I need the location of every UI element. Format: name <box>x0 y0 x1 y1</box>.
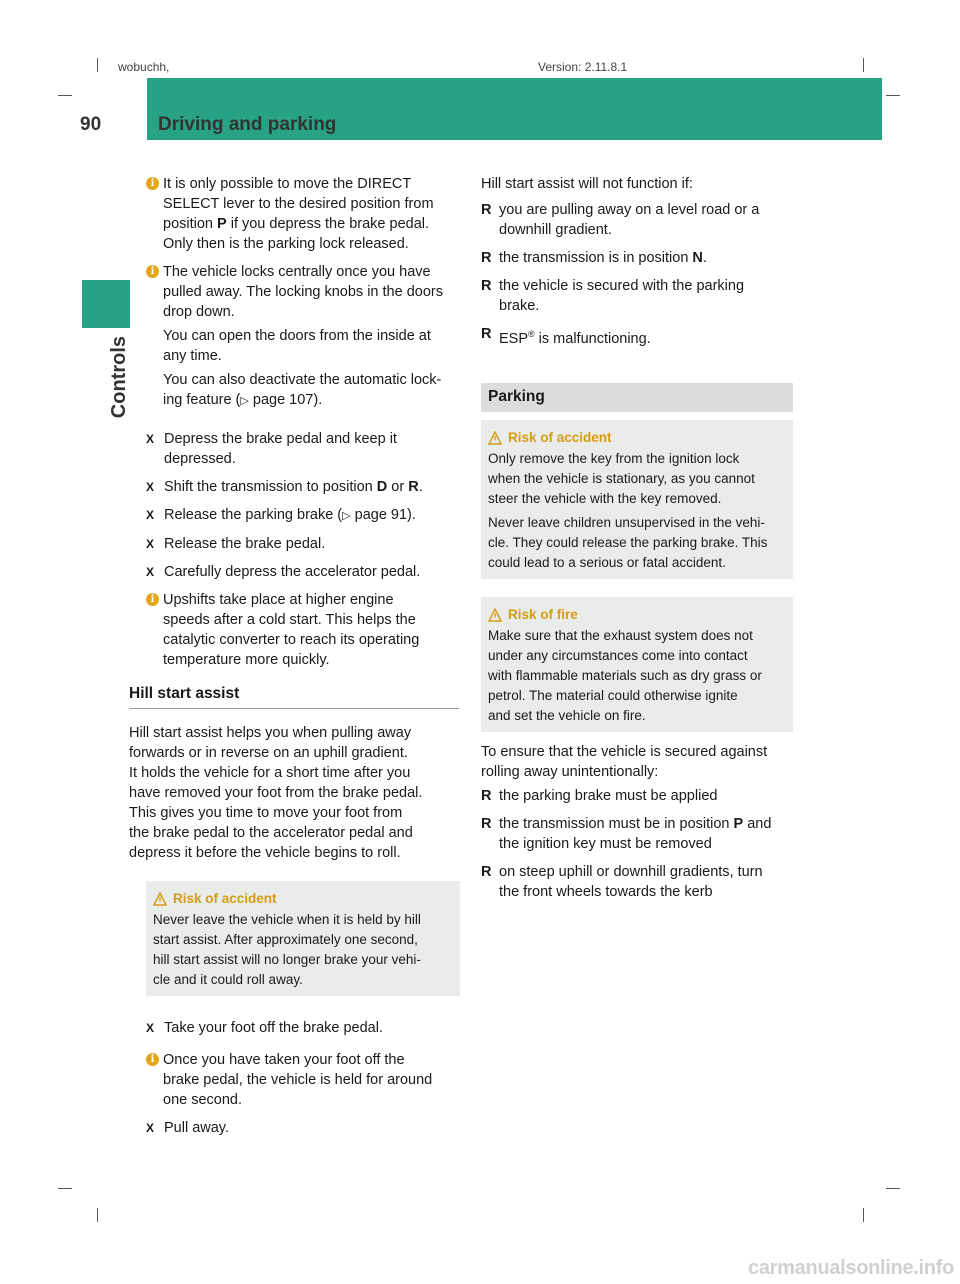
page-header <box>72 78 882 140</box>
step-arrow-icon: X <box>146 1021 155 1035</box>
bullet-icon: R <box>481 815 492 832</box>
info-icon: i <box>146 593 159 606</box>
info-icon: i <box>146 265 159 278</box>
list-item: R the transmission is in position N. <box>481 250 707 266</box>
step-arrow-icon: X <box>146 537 155 551</box>
step-arrow-icon: X <box>146 480 155 494</box>
crop-mark <box>58 1188 72 1189</box>
print-meta-right: Version: 2.11.8.1 <box>538 60 628 74</box>
left-column <box>129 174 461 1146</box>
crop-mark <box>886 1188 900 1189</box>
side-tab <box>82 280 130 328</box>
crop-mark <box>886 95 900 96</box>
warning-triangle-icon <box>488 608 502 622</box>
list-item: R you are pulling away on a level road or a downhill gradient. <box>481 202 760 238</box>
section-heading-hill-start: Hill start assist <box>129 684 459 709</box>
step-arrow-icon: X <box>146 432 155 446</box>
list-item: R on steep uphill or downhill gradients, turn the front wheels towards the kerb <box>481 863 763 900</box>
page-ref-arrow-icon: ▷ <box>342 510 351 522</box>
step-item: X Take your foot off the brake pedal. <box>146 1020 383 1036</box>
warning-title: Risk of accident <box>173 891 277 906</box>
warning-box: Risk of fire Make sure that the exhaust system does not under any circumstances come into contact with flammable materials such as dry grass or petrol. The material could otherwise ignite and set the vehicle on fire. <box>481 597 793 732</box>
no-function-intro: Hill start assist will not function if: <box>481 176 693 192</box>
warning-triangle-icon <box>153 892 167 906</box>
step-item: X Release the brake pedal. <box>146 536 326 552</box>
crop-mark <box>97 1208 98 1222</box>
hill-start-paragraph: Hill start assist helps you when pulling away forwards or in reverse on an uphill gradient. It holds the vehicle for a short time after you have removed your foot from the brake pedal. This gives you time to move your foot from the brake pedal to the accelerator pedal and depress it before the vehicle begins to roll. <box>129 725 423 861</box>
info-note: i The vehicle locks centrally once you have pulled away. The locking knobs in the doors drop down. You can open the doors from the inside at any time. You can also deactivate the automatic lock- ing feature (▷ page 107). <box>146 262 461 411</box>
warning-title: Risk of fire <box>508 606 578 622</box>
warning-box: Risk of accident Never leave the vehicle when it is held by hill start assist. After approximately one second, hill start assist will no longer brake your vehi- cle and it could roll away. <box>146 881 460 996</box>
step-arrow-icon: X <box>146 508 155 522</box>
crop-mark <box>863 1208 864 1222</box>
bullet-icon: R <box>481 863 492 880</box>
info-note: i It is only possible to move the DIRECT SELECT lever to the desired position from position P if you depress the brake pedal. Only then is the parking lock released. <box>146 174 461 254</box>
list-item: R the vehicle is secured with the parking brake. <box>481 278 745 314</box>
bullet-icon: R <box>481 278 492 294</box>
page-number: 90 <box>80 114 102 135</box>
watermark: carmanualsonline.info <box>748 1257 954 1279</box>
warning-title: Risk of accident <box>508 429 612 445</box>
section-heading-parking: Parking <box>481 383 793 412</box>
list-item: R the transmission must be in position P and the ignition key must be removed <box>481 815 772 852</box>
crop-mark <box>863 58 864 72</box>
step-item: X Carefully depress the accelerator pedal. <box>146 564 421 580</box>
print-meta-left: wobuchh, <box>118 60 170 74</box>
right-column <box>481 174 796 910</box>
bullet-icon: R <box>481 202 492 218</box>
info-icon: i <box>146 1053 159 1066</box>
bullet-icon: R <box>481 787 492 804</box>
info-icon: i <box>146 177 159 190</box>
page-link[interactable]: page 91). <box>354 507 416 523</box>
warning-box: Risk of accident Only remove the key from the ignition lock when the vehicle is stationary, as you cannot steer the vehicle with the key removed. Never leave children unsupervised in the vehi- cle. They could release the parking brake. This could lead to a serious or fatal accident. <box>481 420 793 579</box>
list-item: R the parking brake must be applied <box>481 787 718 804</box>
crop-mark <box>58 95 72 96</box>
bullet-icon: R <box>481 250 492 266</box>
page-link[interactable]: page 107). <box>252 392 323 408</box>
step-item: X Release the parking brake (▷ page 91). <box>146 507 416 523</box>
warning-triangle-icon <box>488 431 502 445</box>
step-arrow-icon: X <box>146 565 155 579</box>
page-ref-arrow-icon: ▷ <box>240 395 249 407</box>
step-item: X Pull away. <box>146 1120 230 1136</box>
crop-mark <box>97 58 98 72</box>
list-item: R ESP® is malfunctioning. <box>481 326 651 347</box>
page-title: Driving and parking <box>158 114 337 135</box>
step-arrow-icon: X <box>146 1121 155 1135</box>
info-note: i Once you have taken your foot off the brake pedal, the vehicle is held for around one second. <box>146 1050 461 1110</box>
ensure-intro: To ensure that the vehicle is secured against rolling away unintentionally: <box>481 743 768 780</box>
bullet-icon: R <box>481 326 492 342</box>
step-item: X Shift the transmission to position D or R. <box>146 479 423 495</box>
step-item: X Depress the brake pedal and keep it depressed. <box>146 431 397 467</box>
info-note: i Upshifts take place at higher engine speeds after a cold start. This helps the catalytic converter to reach its operating temperature more quickly. <box>146 590 461 670</box>
side-tab-label: Controls <box>108 336 130 419</box>
